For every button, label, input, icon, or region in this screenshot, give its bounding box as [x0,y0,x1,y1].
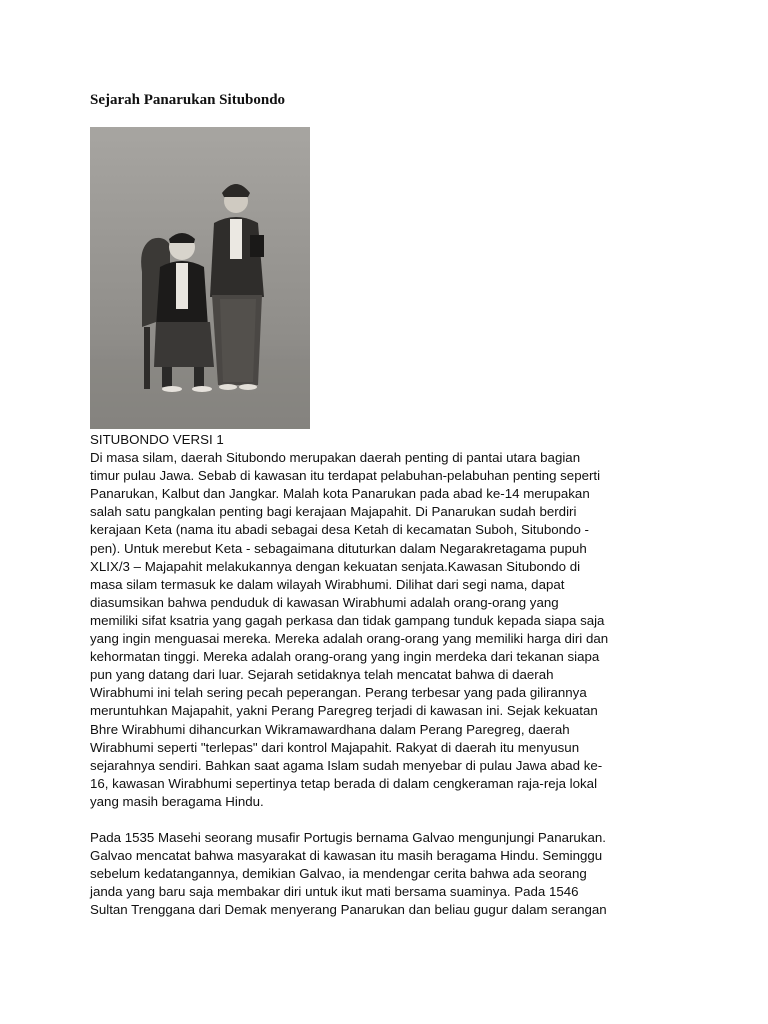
text-line: XLIX/3 – Majapahit melakukannya dengan kekuatan senjata.Kawasan Situbondo di [90,558,581,574]
text-line: Panarukan, Kalbut dan Jangkar. Malah kota Panarukan pada abad ke-14 merupakan [90,486,590,502]
two-men-portrait-image [90,127,310,429]
text-line: Di masa silam, daerah Situbondo merupakan daerah penting di pantai utara bagian [90,450,581,466]
text-line: kehormatan tinggi. Mereka adalah orang-orang yang ingin merdeka dari tekanan siapa [90,649,600,665]
text-line: kerajaan Keta (nama itu abadi sebagai desa Ketah di kecamatan Suboh, Situbondo - [90,522,589,538]
page-title: Sejarah Panarukan Situbondo [90,92,286,108]
paragraph-1 [90,449,690,811]
text-line: Pada 1535 Masehi seorang musafir Portugis bernama Galvao mengunjungi Panarukan. [90,830,606,846]
text-line: Wirabhumi seperti "terlepas" dari kontrol Majapahit. Rakyat di daerah itu menyusun [90,739,580,755]
text-line: pun yang datang dari luar. Sejarah setidaknya telah mencatat bahwa di daerah [90,667,554,683]
text-line: memiliki sifat ksatria yang gagah perkasa dan tidak gampang tunduk kepada siapa saja [90,612,605,628]
text-line: meruntuhkan Majapahit, yakni Perang Paregreg terjadi di kawasan ini. Sejak kekuatan [90,703,598,719]
historical-photo [90,127,310,429]
paragraph-spacer [90,811,690,829]
text-line: Wirabhumi ini telah sering pecah peperangan. Perang terbesar yang pada gilirannya [90,685,587,701]
text-line: sejarahnya sendiri. Bahkan saat agama Islam sudah menyebar di pulau Jawa abad ke- [90,757,603,773]
text-line: sebelum kedatangannya, demikian Galvao, ia mendengar cerita bahwa ada seorang [90,866,587,882]
article-body [90,431,690,920]
section-heading: SITUBONDO VERSI 1 [90,432,224,447]
text-line: diasumsikan bahwa penduduk di kawasan Wirabhumi adalah orang-orang yang [90,594,559,610]
text-line: masa silam termasuk ke dalam wilayah Wirabhumi. Dilihat dari segi nama, dapat [90,576,565,592]
text-line: pen). Untuk merebut Keta - sebagaimana dituturkan dalam Negarakretagama pupuh [90,540,587,556]
text-line: Bhre Wirabhumi dihancurkan Wikramawardhana dalam Perang Paregreg, daerah [90,721,570,737]
text-line: salah satu pangkalan penting bagi kerajaan Majapahit. Di Panarukan sudah berdiri [90,504,577,520]
text-line: yang ingin menguasai mereka. Mereka adalah orang-orang yang memiliki harga diri dan [90,631,609,647]
text-line: Galvao mencatat bahwa masyarakat di kawasan itu masih beragama Hindu. Seminggu [90,848,603,864]
paragraph-2 [90,829,690,919]
text-line: janda yang baru saja membakar diri untuk ikut mati bersama suaminya. Pada 1546 [90,884,579,900]
text-line: Sultan Trenggana dari Demak menyerang Panarukan dan beliau gugur dalam serangan [90,902,607,918]
text-line: yang masih beragama Hindu. [90,793,264,809]
text-line: 16, kawasan Wirabhumi sepertinya tetap berada di dalam cengkeraman raja-reja lokal [90,775,598,791]
text-line: timur pulau Jawa. Sebab di kawasan itu terdapat pelabuhan-pelabuhan penting seperti [90,468,601,484]
